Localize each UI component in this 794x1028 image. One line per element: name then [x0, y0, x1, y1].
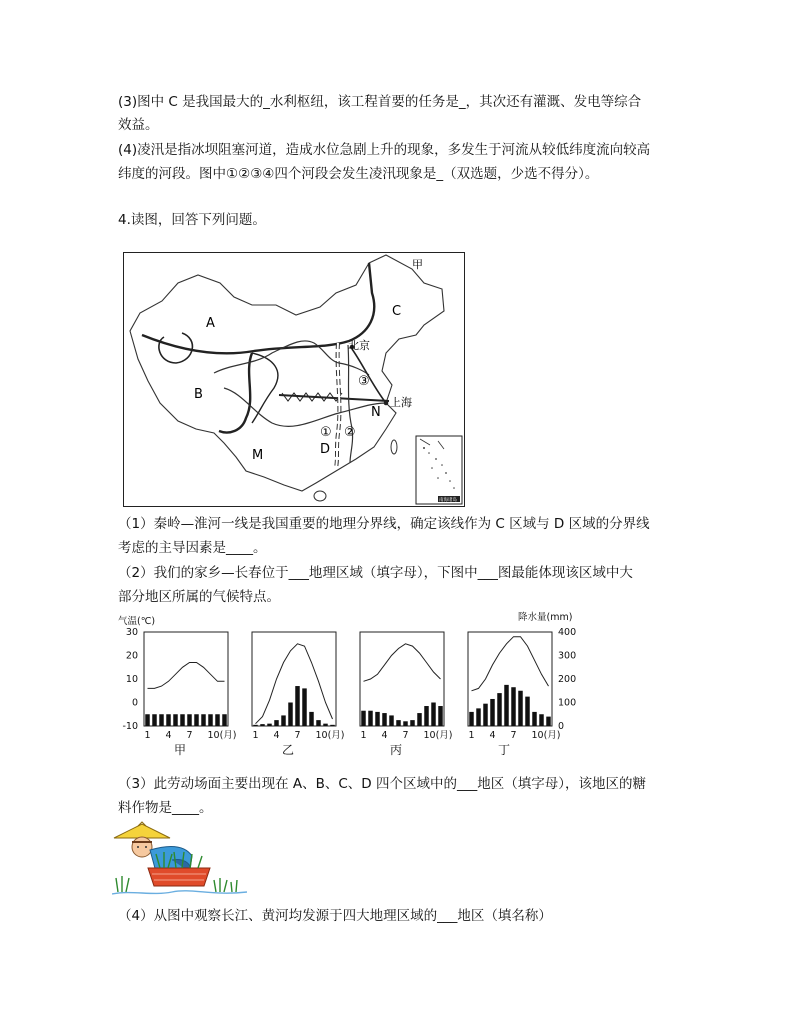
precipitation-bar	[431, 703, 435, 727]
south-sea-inset	[416, 436, 462, 504]
precipitation-bar	[222, 714, 226, 726]
label-jia: 甲	[412, 258, 423, 271]
month-tick-label: 4	[489, 730, 496, 741]
precipitation-tick-label: 0	[558, 721, 565, 732]
china-map	[123, 252, 465, 507]
climate-charts	[118, 608, 588, 768]
precipitation-bar	[483, 704, 487, 726]
precipitation-bar	[375, 712, 379, 726]
precipitation-tick-label: 300	[558, 650, 577, 662]
month-tick-label: 4	[381, 730, 388, 741]
month-tick-label: 1	[144, 730, 151, 741]
precipitation-tick-label: 200	[558, 674, 577, 685]
precipitation-bar	[410, 720, 414, 726]
precipitation-bar	[173, 714, 177, 726]
q4-line2: 纬度的河段。图中①②③④四个河段会发生凌汛现象是_（双选题，少选不得分）。	[118, 166, 599, 182]
temperature-axis-title: 气温(℃)	[118, 616, 156, 627]
precipitation-bar	[288, 703, 292, 727]
precipitation-bar	[525, 697, 529, 726]
precipitation-bar	[518, 691, 522, 726]
label-m: M	[252, 448, 264, 463]
precipitation-bar	[532, 712, 536, 726]
month-tick-label: 1	[360, 730, 367, 741]
paddy-water	[112, 891, 247, 894]
sub4-line1: （4）从图中观察长江、黄河均发源于四大地理区域的___地区（填名称）	[118, 908, 552, 924]
precipitation-bar	[201, 714, 205, 726]
sub1-line1: （1）秦岭—淮河一线是我国重要的地理分界线，确定该线作为 C 区域与 D 区域的分界线	[118, 516, 650, 532]
precipitation-bar	[194, 714, 198, 726]
precipitation-bar	[438, 706, 442, 726]
q3-line1: (3)图中 C 是我国最大的_水利枢纽，该工程首要的任务是_，其次还有灌溉、发电等综合	[118, 94, 642, 110]
precipitation-tick-label: 100	[558, 697, 577, 709]
label-n: N	[371, 405, 381, 420]
precipitation-bar	[274, 720, 278, 726]
rice-planting-illustration	[112, 820, 247, 900]
inset-label: 南海诸岛	[439, 498, 457, 503]
label-river-2: ②	[344, 425, 356, 440]
straw-hat	[114, 824, 170, 838]
item4-title: 4.读图，回答下列问题。	[118, 212, 266, 228]
precipitation-bar	[546, 717, 550, 726]
month-tick-label: 1	[468, 730, 475, 741]
hainan-island	[314, 491, 326, 501]
precipitation-bar	[361, 711, 365, 726]
precipitation-tick-label: 400	[558, 627, 577, 638]
q3-line2: 效益。	[118, 117, 159, 133]
precipitation-bar	[403, 721, 407, 726]
temperature-tick-label: -10	[122, 721, 138, 732]
precipitation-bar	[504, 685, 508, 726]
precipitation-bar	[469, 712, 473, 726]
precipitation-bar	[330, 725, 334, 726]
sub1-line2: 考虑的主导因素是____。	[118, 540, 267, 556]
farmer-eye-right	[145, 846, 147, 848]
label-river-3: ③	[358, 374, 370, 389]
temperature-line	[256, 644, 333, 724]
month-tick-label: 7	[402, 730, 409, 741]
precipitation-bar	[180, 714, 184, 726]
chart-name: 丙	[390, 743, 403, 757]
precipitation-bar	[539, 714, 543, 726]
farmer-eye-left	[137, 846, 139, 848]
precipitation-bar	[417, 713, 421, 726]
sichuan-outline	[252, 353, 278, 423]
precipitation-bar	[187, 714, 191, 726]
precipitation-bar	[323, 724, 327, 726]
precipitation-bar	[316, 720, 320, 726]
precipitation-bar	[152, 714, 156, 726]
precipitation-bar	[382, 713, 386, 726]
precipitation-bar	[490, 699, 494, 726]
precipitation-bar	[497, 693, 501, 726]
sub3-line1: （3）此劳动场面主要出现在 A、B、C、D 四个区域中的___地区（填字母），该地区的糖	[118, 776, 646, 792]
month-tick-label: 7	[186, 730, 193, 741]
label-d: D	[320, 442, 331, 457]
label-shanghai: 上海	[390, 396, 412, 409]
precipitation-bar	[267, 724, 271, 726]
chart-name: 乙	[282, 743, 295, 757]
precipitation-bar	[396, 720, 400, 726]
month-tick-label: 10(月)	[207, 730, 237, 741]
precipitation-bar	[476, 708, 480, 726]
north-northwest-boundary	[142, 263, 374, 353]
precipitation-bar	[309, 712, 313, 726]
taiwan-island	[391, 440, 397, 454]
precipitation-bar	[295, 686, 299, 726]
sub3-line2: 料作物是____。	[118, 800, 213, 816]
month-tick-label: 4	[165, 730, 172, 741]
precipitation-axis-title: 降水量(mm)	[518, 612, 573, 623]
precipitation-bar	[424, 706, 428, 726]
shanghai-dot	[384, 401, 389, 406]
precipitation-bar	[281, 715, 285, 726]
sub2-line1: （2）我们的家乡—长春位于___地理区域（填字母），下图中___图最能体现该区域中大	[118, 565, 633, 581]
precipitation-bar	[166, 714, 170, 726]
farmer-face	[132, 837, 152, 857]
country-outline	[130, 255, 444, 491]
yellow-river	[214, 341, 369, 375]
precipitation-bar	[302, 688, 306, 726]
precipitation-bar	[215, 714, 219, 726]
month-tick-label: 4	[273, 730, 280, 741]
label-a: A	[206, 316, 215, 331]
precipitation-bar	[511, 687, 515, 726]
precipitation-bar	[253, 725, 257, 726]
label-b: B	[194, 387, 203, 402]
temperature-line	[472, 637, 549, 691]
temperature-tick-label: 20	[125, 650, 138, 662]
temperature-tick-label: 30	[125, 627, 138, 638]
month-tick-label: 10(月)	[423, 730, 453, 741]
month-tick-label: 10(月)	[315, 730, 345, 741]
precipitation-bar	[208, 714, 212, 726]
temperature-tick-label: 0	[131, 697, 138, 709]
month-tick-label: 10(月)	[531, 730, 561, 741]
precipitation-bar	[389, 715, 393, 726]
temperature-line	[364, 644, 441, 682]
sub2-line2: 部分地区所属的气候特点。	[118, 589, 280, 605]
label-c: C	[392, 304, 402, 319]
precipitation-bar	[368, 711, 372, 726]
china-map-drawing	[124, 253, 464, 506]
precipitation-bar	[145, 714, 149, 726]
month-tick-label: 1	[252, 730, 259, 741]
temperature-tick-label: 10	[125, 674, 138, 685]
month-tick-label: 7	[294, 730, 301, 741]
chart-name: 丁	[498, 743, 511, 757]
railway-2	[348, 345, 353, 463]
temperature-line	[148, 663, 225, 689]
label-beijing: 北京	[348, 339, 370, 352]
month-tick-label: 7	[510, 730, 517, 741]
q4-line1: (4)凌汛是指冰坝阻塞河道，造成水位急剧上升的现象，多发生于河流从较低纬度流向较高	[118, 142, 651, 158]
precipitation-bar	[260, 724, 264, 726]
precipitation-bar	[159, 714, 163, 726]
label-river-1: ①	[320, 425, 332, 440]
chart-name: 甲	[174, 743, 187, 757]
basket	[148, 868, 210, 886]
